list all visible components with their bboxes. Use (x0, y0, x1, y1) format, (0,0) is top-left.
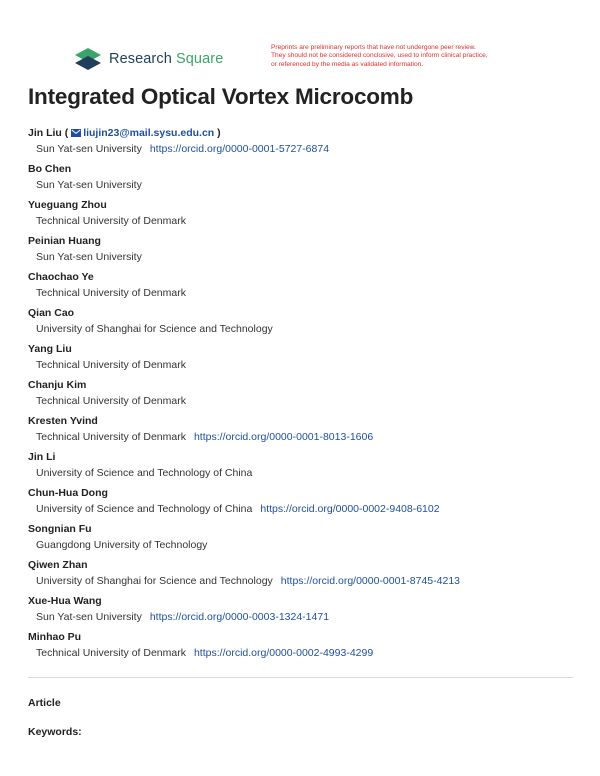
orcid-link[interactable]: https://orcid.org/0000-0001-8013-1606 (193, 431, 374, 443)
author-entry (28, 558, 588, 594)
author-entry (28, 594, 588, 630)
author-entry (28, 162, 588, 198)
author-name: Bo Chen (28, 163, 72, 175)
envelope-icon (71, 129, 81, 137)
author-name: Songnian Fu (28, 523, 92, 535)
author-name: Yueguang Zhou (28, 199, 107, 211)
author-name: Chanju Kim (28, 379, 87, 391)
author-name: Peinian Huang (28, 235, 101, 247)
author-entry (28, 198, 588, 234)
author-name: Qiwen Zhan (28, 559, 88, 571)
page-title: Integrated Optical Vortex Microcomb (28, 84, 414, 109)
orcid-link[interactable]: https://orcid.org/0000-0003-1324-1471 (149, 611, 330, 623)
orcid-link[interactable]: https://orcid.org/0000-0002-4993-4299 (193, 647, 374, 659)
author-affiliation: Sun Yat-sen University (36, 251, 142, 263)
orcid-link[interactable]: https://orcid.org/0000-0002-9408-6102 (260, 503, 440, 515)
author-affiliation: University of Shanghai for Science and Technology (36, 323, 273, 335)
author-name: Minhao Pu (28, 631, 82, 643)
article-type-label: Article (28, 697, 61, 709)
disclaimer-line: Preprints are preliminary reports that have not undergone peer review. (271, 44, 476, 51)
author-affiliation: Sun Yat-sen University https://orcid.org/0000-0003-1324-1471 (36, 611, 330, 623)
author-entry (28, 522, 588, 558)
author-affiliation: Technical University of Denmark (36, 359, 186, 371)
preprint-disclaimer (271, 44, 571, 69)
logo-text: Research Square (109, 51, 224, 67)
research-square-logo-icon (75, 48, 101, 70)
author-affiliation: Sun Yat-sen University (36, 179, 142, 191)
author-entry (28, 126, 588, 162)
author-entry (28, 414, 588, 450)
author-affiliation: University of Science and Technology of China (36, 467, 253, 479)
author-affiliation: University of Shanghai for Science and Technology https://orcid.org/0000-0001-8745-4213 (36, 575, 461, 587)
author-name: Xue-Hua Wang (28, 595, 102, 607)
author-entry (28, 342, 588, 378)
orcid-link[interactable]: https://orcid.org/0000-0001-8745-4213 (280, 575, 461, 587)
author-entry (28, 486, 588, 522)
author-list (28, 126, 588, 666)
author-name: Jin Liu ( liujin23@mail.sysu.edu.cn ) (28, 127, 221, 139)
author-name: Jin Li (28, 451, 56, 463)
keywords-label: Keywords: (28, 726, 82, 738)
research-square-logo[interactable] (75, 48, 223, 70)
author-name: Chun-Hua Dong (28, 487, 108, 499)
author-name: Yang Liu (28, 343, 72, 355)
author-entry (28, 270, 588, 306)
orcid-link[interactable]: https://orcid.org/0000-0001-5727-6874 (149, 143, 330, 155)
author-affiliation: Technical University of Denmark https://orcid.org/0000-0002-4993-4299 (36, 647, 374, 659)
author-affiliation: University of Science and Technology of China https://orcid.org/0000-0002-9408-6102 (36, 503, 440, 515)
author-affiliation: Technical University of Denmark https://orcid.org/0000-0001-8013-1606 (36, 431, 374, 443)
author-name: Qian Cao (28, 307, 75, 319)
disclaimer-line: They should not be considered conclusive, used to inform clinical practice, (271, 52, 488, 60)
author-name: Kresten Yvind (28, 415, 98, 427)
author-entry (28, 630, 588, 666)
author-affiliation: Guangdong University of Technology (36, 539, 208, 551)
author-affiliation: Technical University of Denmark (36, 215, 186, 227)
author-affiliation: Technical University of Denmark (36, 287, 186, 299)
author-email-link[interactable]: liujin23@mail.sysu.edu.cn (71, 127, 214, 139)
author-name: Chaochao Ye (28, 271, 94, 283)
author-affiliation: Technical University of Denmark (36, 395, 186, 407)
section-divider (28, 677, 573, 678)
author-entry (28, 378, 588, 414)
disclaimer-line: or referenced by the media as validated information. (271, 60, 424, 68)
author-entry (28, 450, 588, 486)
page-header (75, 44, 545, 78)
author-entry (28, 234, 588, 270)
author-entry (28, 306, 588, 342)
author-affiliation: Sun Yat-sen University https://orcid.org/0000-0001-5727-6874 (36, 143, 330, 155)
